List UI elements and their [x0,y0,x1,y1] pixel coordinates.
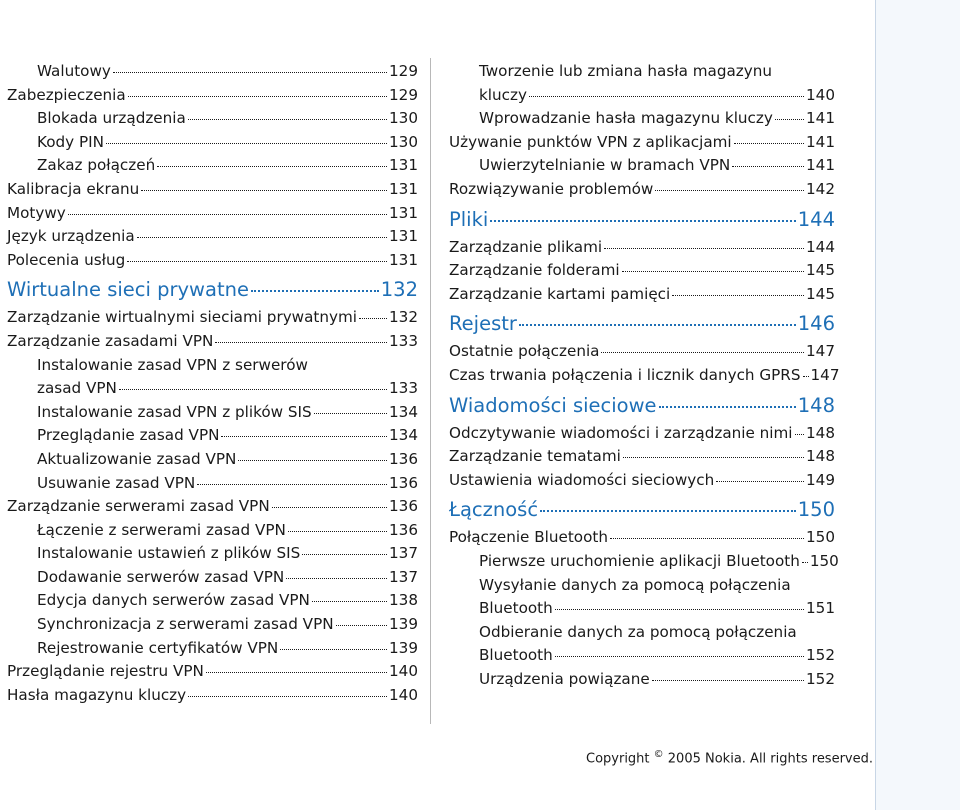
entry-page-number: 150 [806,528,835,547]
entry-title: Instalowanie zasad VPN z plików SIS [37,402,312,421]
toc-entry-line: Wysyłanie danych za pomocą połączenia [479,575,791,594]
dot-leader [119,389,387,390]
heading-page-number: 148 [797,393,835,417]
entry-title: Edycja danych serwerów zasad VPN [37,591,310,610]
entry-title: Zarządzanie folderami [449,261,620,280]
dot-leader [555,609,804,610]
toc-entry [449,178,835,202]
dot-leader [519,324,796,326]
dot-leader [655,190,804,191]
entry-title: Używanie punktów VPN z aplikacjami [449,132,732,151]
entry-page-number: 141 [806,109,835,128]
entry-page-number: 131 [389,227,418,246]
toc-entry [7,178,418,202]
toc-entry-line: Odbieranie danych za pomocą połączenia [479,622,797,641]
section-heading [449,497,835,523]
dot-leader [734,143,804,144]
section-heading [7,277,418,303]
entry-page-number: 152 [806,669,835,688]
toc-entry [7,84,418,108]
toc-entry [449,131,835,155]
entry-page-number: 136 [389,473,418,492]
dot-leader [113,72,387,73]
toc-entry [7,377,418,401]
heading-title: Wirtualne sieci prywatne [7,278,249,302]
toc-column-right [449,60,840,691]
entry-title: Usuwanie zasad VPN [37,473,196,492]
toc-entry [7,424,418,448]
entry-page-number: 139 [389,615,418,634]
section-heading [449,393,835,419]
dot-leader [188,696,387,697]
dot-leader [490,220,795,222]
dot-leader [106,143,387,144]
entry-title: Połączenie Bluetooth [449,528,608,547]
dot-leader [221,436,387,437]
heading-title: Rejestr [449,312,517,336]
toc-entry [7,154,418,178]
toc-entry [7,202,418,226]
dot-leader [672,295,804,296]
margin-band [876,0,960,810]
dot-leader [659,406,796,408]
entry-page-number: 150 [809,551,839,570]
column-divider [430,58,431,724]
entry-page-number: 129 [389,62,418,80]
dot-leader [302,554,387,555]
entry-page-number: 130 [389,109,418,128]
dot-leader [157,166,387,167]
entry-page-number: 145 [806,261,835,280]
entry-page-number: 148 [806,423,835,442]
toc-entry [449,550,839,574]
dot-leader [127,261,387,262]
toc-entry [7,684,418,708]
dot-leader [137,237,387,238]
dot-leader [623,457,804,458]
copyright-symbol: © [653,749,664,760]
entry-page-number: 131 [389,156,418,175]
entry-page-number: 137 [389,567,418,586]
dot-leader [128,96,387,97]
entry-title: Urządzenia powiązane [479,669,650,688]
entry-title: Zarządzanie plikami [449,237,603,256]
entry-page-number: 140 [389,662,418,681]
toc-entry [7,107,418,131]
dot-leader [288,531,387,532]
entry-page-number: 137 [389,544,418,563]
entry-title: Bluetooth [479,646,553,665]
entry-page-number: 131 [389,203,418,222]
dot-leader [188,119,387,120]
toc-entry [449,445,835,469]
entry-title: Zarządzanie zasadami VPN [7,331,214,350]
entry-page-number: 133 [389,379,418,398]
copyright-notice [586,745,873,769]
toc-entry [7,330,418,354]
entry-title: Motywy [7,203,66,222]
entry-title: Ustawienia wiadomości sieciowych [449,470,715,489]
entry-title: Zakaz połączeń [37,156,156,175]
entry-title: Zarządzanie kartami pamięci [449,284,671,303]
entry-page-number: 131 [389,179,418,198]
entry-title: Wprowadzanie hasła magazynu kluczy [479,109,773,128]
toc-entry [449,469,835,493]
section-heading [449,311,835,337]
entry-page-number: 147 [806,342,835,361]
entry-title: Aktualizowanie zasad VPN [37,449,237,468]
heading-page-number: 144 [797,207,835,231]
toc-entry [449,422,835,446]
dot-leader [280,649,387,650]
entry-title: Kalibracja ekranu [7,179,140,198]
entry-title: Rejestrowanie certyfikatów VPN [37,638,279,657]
toc-entry [449,644,835,668]
dot-leader [336,625,387,626]
toc-entry [449,340,835,364]
dot-leader [540,510,796,512]
toc-entry [449,526,835,550]
entry-title: Rozwiązywanie problemów [449,179,654,198]
entry-title: Zarządzanie tematami [449,447,621,466]
toc-entry [7,519,418,543]
entry-title: Hasła magazynu kluczy [7,685,187,704]
entry-page-number: 130 [389,132,418,151]
section-heading [449,207,835,233]
entry-title: Instalowanie ustawień z plików SIS [37,544,301,563]
toc-entry [449,236,835,260]
entry-title: Walutowy [37,62,111,80]
toc-entry [7,637,418,661]
heading-page-number: 150 [797,498,835,522]
toc-entry [7,249,418,273]
entry-title: Bluetooth [479,599,553,618]
toc-entry [7,401,418,425]
toc-entry [449,283,835,307]
toc-entry [7,448,418,472]
entry-page-number: 136 [389,449,418,468]
entry-title: Zarządzanie wirtualnymi sieciami prywatnymi [7,308,357,327]
entry-page-number: 141 [806,132,835,151]
toc-entry [7,131,418,155]
toc-entry [449,597,835,621]
entry-title: Zarządzanie serwerami zasad VPN [7,497,270,516]
dot-leader [286,578,387,579]
copyright-suffix: 2005 Nokia. All rights reserved. [663,751,874,767]
dot-leader [610,538,804,539]
entry-page-number: 147 [810,365,840,384]
entry-title: Odczytywanie wiadomości i zarządzanie nimi [449,423,793,442]
dot-leader [652,680,804,681]
entry-page-number: 145 [806,284,835,303]
entry-title: Kody PIN [37,132,104,151]
entry-title: kluczy [479,85,527,104]
dot-leader [775,119,804,120]
dot-leader [601,352,804,353]
entry-title: Język urządzenia [7,227,135,246]
entry-page-number: 129 [389,85,418,104]
entry-title: Łączenie z serwerami zasad VPN [37,520,286,539]
heading-page-number: 132 [380,278,418,302]
dot-leader [312,601,387,602]
dot-leader [238,460,387,461]
entry-page-number: 149 [806,470,835,489]
entry-page-number: 133 [389,331,418,350]
dot-leader [732,166,804,167]
dot-leader [197,484,387,485]
toc-entry [449,364,840,388]
dot-leader [529,96,804,97]
toc-entry [449,668,835,692]
entry-page-number: 140 [389,685,418,704]
entry-page-number: 136 [389,520,418,539]
entry-page-number: 148 [806,447,835,466]
entry-title: Dodawanie serwerów zasad VPN [37,567,285,586]
entry-page-number: 134 [389,426,418,445]
entry-title: Przeglądanie rejestru VPN [7,662,204,681]
toc-entry-line: Instalowanie zasad VPN z serwerów [37,355,308,374]
entry-page-number: 141 [806,156,835,175]
dot-leader [251,290,379,292]
dot-leader [622,271,804,272]
entry-page-number: 134 [389,402,418,421]
toc-entry [7,542,418,566]
entry-page-number: 136 [389,497,418,516]
toc-entry [7,306,418,330]
heading-page-number: 146 [797,312,835,336]
dot-leader [68,214,387,215]
dot-leader [716,481,804,482]
toc-column-left [7,60,418,707]
dot-leader [215,342,387,343]
entry-page-number: 142 [806,179,835,198]
dot-leader [802,562,808,563]
dot-leader [272,507,387,508]
dot-leader [314,413,387,414]
entry-title: Czas trwania połączenia i licznik danych GPRS [449,365,801,384]
dot-leader [359,318,387,319]
dot-leader [141,190,387,191]
entry-page-number: 131 [389,250,418,269]
entry-title: Blokada urządzenia [37,109,186,128]
entry-title: Ostatnie połączenia [449,342,600,361]
heading-title: Pliki [449,207,489,231]
entry-title: Uwierzytelnianie w bramach VPN [479,156,731,175]
entry-title: zasad VPN [37,379,117,398]
entry-title: Pierwsze uruchomienie aplikacji Bluetooth [479,551,800,570]
entry-page-number: 152 [806,646,835,665]
entry-page-number: 144 [806,237,835,256]
dot-leader [803,376,809,377]
toc-entry-line: Tworzenie lub zmiana hasła magazynu [479,62,772,80]
toc-entry [7,472,418,496]
entry-page-number: 140 [806,85,835,104]
toc-entry [449,84,835,108]
entry-page-number: 139 [389,638,418,657]
toc-entry [7,589,418,613]
entry-page-number: 138 [389,591,418,610]
toc-entry [7,566,418,590]
entry-page-number: 151 [806,599,835,618]
toc-entry [7,660,418,684]
entry-title: Przeglądanie zasad VPN [37,426,220,445]
heading-title: Łączność [449,498,539,522]
toc-entry [7,225,418,249]
entry-page-number: 132 [389,308,418,327]
toc-entry [449,259,835,283]
toc-entry [7,613,418,637]
toc-entry [7,60,418,84]
dot-leader [555,656,804,657]
heading-title: Wiadomości sieciowe [449,393,657,417]
toc-entry [449,107,835,131]
entry-title: Synchronizacja z serwerami zasad VPN [37,615,334,634]
toc-entry [449,154,835,178]
entry-title: Zabezpieczenia [7,85,126,104]
dot-leader [604,248,804,249]
dot-leader [206,672,387,673]
copyright-prefix: Copyright [586,751,654,767]
toc-entry [7,495,418,519]
entry-title: Polecenia usług [7,250,126,269]
dot-leader [795,434,804,435]
